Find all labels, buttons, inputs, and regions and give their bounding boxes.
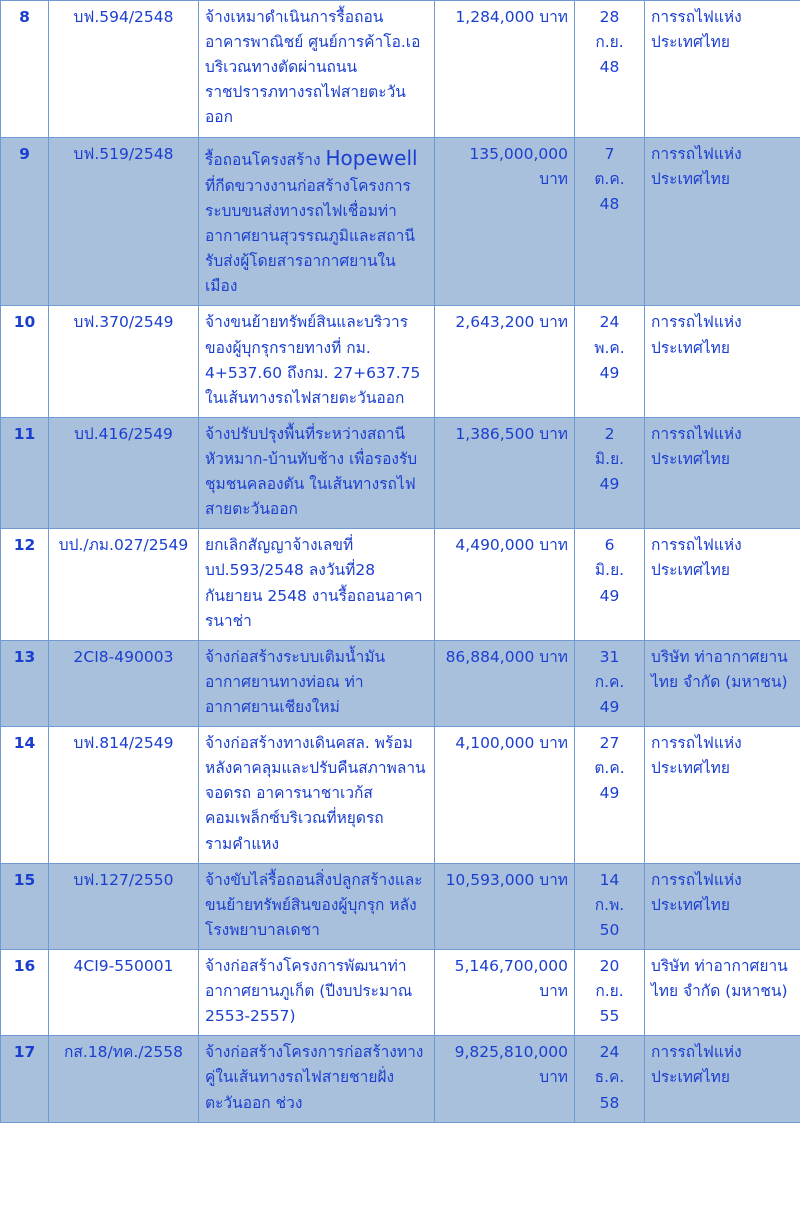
date-month: ต.ค. — [594, 169, 625, 188]
contract-amount: 9,825,810,000 บาท — [435, 1036, 575, 1122]
row-number: 8 — [1, 1, 49, 138]
contract-date — [575, 137, 645, 306]
table-row — [1, 1036, 800, 1122]
contract-date — [575, 306, 645, 417]
contract-date — [575, 863, 645, 949]
contract-amount: 1,386,500 บาท — [435, 417, 575, 528]
contract-description: จ้างเหมาดำเนินการรื้อถอนอาคารพาณิชย์ ศูนย์การค้าโอ.เอ บริเวณทางตัดผ่านถนนราชปรารภทางรถไฟสายตะวันออก — [199, 1, 435, 138]
contract-amount: 4,100,000 บาท — [435, 727, 575, 864]
contract-date — [575, 1, 645, 138]
date-year: 49 — [599, 586, 620, 605]
contract-amount: 86,884,000 บาท — [435, 640, 575, 726]
contract-amount: 5,146,700,000 บาท — [435, 950, 575, 1036]
contract-amount: 4,490,000 บาท — [435, 529, 575, 640]
contract-amount: 2,643,200 บาท — [435, 306, 575, 417]
contract-date — [575, 950, 645, 1036]
date-month: ก.ย. — [595, 982, 624, 1001]
contract-number: บป.416/2549 — [49, 417, 199, 528]
date-month: ก.ค. — [594, 672, 625, 691]
description-text-before: รื้อถอนโครงสร้าง — [205, 150, 326, 169]
date-year: 49 — [599, 363, 620, 382]
row-number: 14 — [1, 727, 49, 864]
date-month: ก.พ. — [594, 895, 625, 914]
date-day: 20 — [599, 957, 620, 975]
date-month: ต.ค. — [594, 759, 625, 778]
contract-amount: 1,284,000 บาท — [435, 1, 575, 138]
contract-number: บฟ.127/2550 — [49, 863, 199, 949]
date-day: 24 — [599, 313, 620, 332]
contract-description: จ้างก่อสร้างระบบเติมน้ำมันอากาศยานทางท่อณ ท่าอากาศยานเชียงใหม่ — [199, 640, 435, 726]
contract-agency: การรถไฟแห่งประเทศไทย — [645, 137, 800, 306]
row-number: 10 — [1, 306, 49, 417]
contract-agency: บริษัท ท่าอากาศยานไทย จำกัด (มหาชน) — [645, 950, 800, 1036]
date-day: 2 — [604, 424, 615, 443]
date-year: 48 — [599, 58, 620, 77]
contract-agency: การรถไฟแห่งประเทศไทย — [645, 727, 800, 864]
date-day: 6 — [604, 536, 615, 555]
contract-date — [575, 529, 645, 640]
date-day: 24 — [599, 1043, 620, 1062]
date-month: ธ.ค. — [594, 1068, 625, 1087]
contract-number: บฟ.814/2549 — [49, 727, 199, 864]
date-year: 48 — [599, 194, 620, 213]
date-year: 49 — [599, 784, 620, 803]
contract-description: จ้างก่อสร้างโครงการก่อสร้างทางคู่ในเส้นทางรถไฟสายชายฝั่งตะวันออก ช่วง — [199, 1036, 435, 1122]
table-row — [1, 1, 800, 138]
date-year: 58 — [599, 1093, 620, 1112]
row-number: 9 — [1, 137, 49, 306]
contract-description: ยกเลิกสัญญาจ้างเลขที่ บป.593/2548 ลงวันที่28 กันยายน 2548 งานรื้อถอนอาคารนาช่า — [199, 529, 435, 640]
contract-agency: บริษัท ท่าอากาศยานไทย จำกัด (มหาชน) — [645, 640, 800, 726]
contract-number: 4CI9-550001 — [49, 950, 199, 1036]
date-month: มิ.ย. — [594, 561, 625, 580]
contract-description: จ้างขับไล่รื้อถอนสิ่งปลูกสร้างและขนย้ายทรัพย์สินของผู้บุกรุก หลังโรงพยาบาลเดชา — [199, 863, 435, 949]
contract-date — [575, 1036, 645, 1122]
table-row — [1, 137, 800, 306]
date-day: 7 — [604, 144, 615, 163]
date-month: ก.ย. — [595, 33, 624, 52]
contract-number: กส.18/ทค./2558 — [49, 1036, 199, 1122]
contract-amount: 10,593,000 บาท — [435, 863, 575, 949]
contract-number: บฟ.519/2548 — [49, 137, 199, 306]
contract-date — [575, 727, 645, 864]
contract-agency: การรถไฟแห่งประเทศไทย — [645, 1, 800, 138]
date-month: มิ.ย. — [594, 450, 625, 469]
contract-amount: 135,000,000 บาท — [435, 137, 575, 306]
contract-number: 2CI8-490003 — [49, 640, 199, 726]
contract-date — [575, 640, 645, 726]
description-text-after: ที่กีดขวางงานก่อสร้างโครงการระบบขนส่งทางรถไฟเชื่อมท่าอากาศยานสุวรรณภูมิและสถานีรับส่งผู้โดยสารอากาศยานในเมือง — [205, 176, 415, 296]
contract-number: บฟ.594/2548 — [49, 1, 199, 138]
contract-description: จ้างก่อสร้างทางเดินคสล. พร้อมหลังคาคลุมและปรับคืนสภาพลานจอดรถ อาคารนาชาเวก้สคอมเพล็กซ์บริเวณที่หยุดรถรามคำแหง — [199, 727, 435, 864]
row-number: 15 — [1, 863, 49, 949]
date-day: 14 — [599, 870, 620, 889]
row-number: 16 — [1, 950, 49, 1036]
table-row — [1, 863, 800, 949]
contract-agency: การรถไฟแห่งประเทศไทย — [645, 1036, 800, 1122]
table-row — [1, 640, 800, 726]
contract-description: จ้างก่อสร้างโครงการพัฒนาท่าอากาศยานภูเก็ต (ปีงบประมาณ 2553-2557) — [199, 950, 435, 1036]
description-highlight-term: Hopewell — [325, 145, 418, 170]
contract-description — [199, 137, 435, 306]
table-row — [1, 306, 800, 417]
contract-number: บป./ภม.027/2549 — [49, 529, 199, 640]
contract-table-body — [1, 1, 800, 1123]
table-row — [1, 950, 800, 1036]
contract-agency: การรถไฟแห่งประเทศไทย — [645, 417, 800, 528]
table-row — [1, 727, 800, 864]
date-year: 50 — [599, 920, 620, 939]
contract-date — [575, 417, 645, 528]
date-day: 31 — [599, 647, 620, 666]
date-year: 49 — [599, 475, 620, 494]
row-number: 17 — [1, 1036, 49, 1122]
contract-description: จ้างขนย้ายทรัพย์สินและบริวารของผู้บุกรุกรายทางที่ กม. 4+537.60 ถึงกม. 27+637.75 ในเส้นทางรถไฟสายตะวันออก — [199, 306, 435, 417]
contract-agency: การรถไฟแห่งประเทศไทย — [645, 306, 800, 417]
date-day: 28 — [599, 8, 620, 26]
row-number: 12 — [1, 529, 49, 640]
date-year: 49 — [599, 698, 620, 717]
table-row — [1, 529, 800, 640]
table-row — [1, 417, 800, 528]
date-year: 55 — [599, 1007, 620, 1026]
date-month: พ.ค. — [594, 338, 625, 357]
contract-agency: การรถไฟแห่งประเทศไทย — [645, 529, 800, 640]
row-number: 11 — [1, 417, 49, 528]
contract-agency: การรถไฟแห่งประเทศไทย — [645, 863, 800, 949]
date-day: 27 — [599, 734, 620, 753]
contract-number: บฟ.370/2549 — [49, 306, 199, 417]
contract-description: จ้างปรับปรุงพื้นที่ระหว่างสถานีหัวหมาก-บ้านทับช้าง เพื่อรองรับชุมชนคลองตัน ในเส้นทางรถไฟสายตะวันออก — [199, 417, 435, 528]
row-number: 13 — [1, 640, 49, 726]
